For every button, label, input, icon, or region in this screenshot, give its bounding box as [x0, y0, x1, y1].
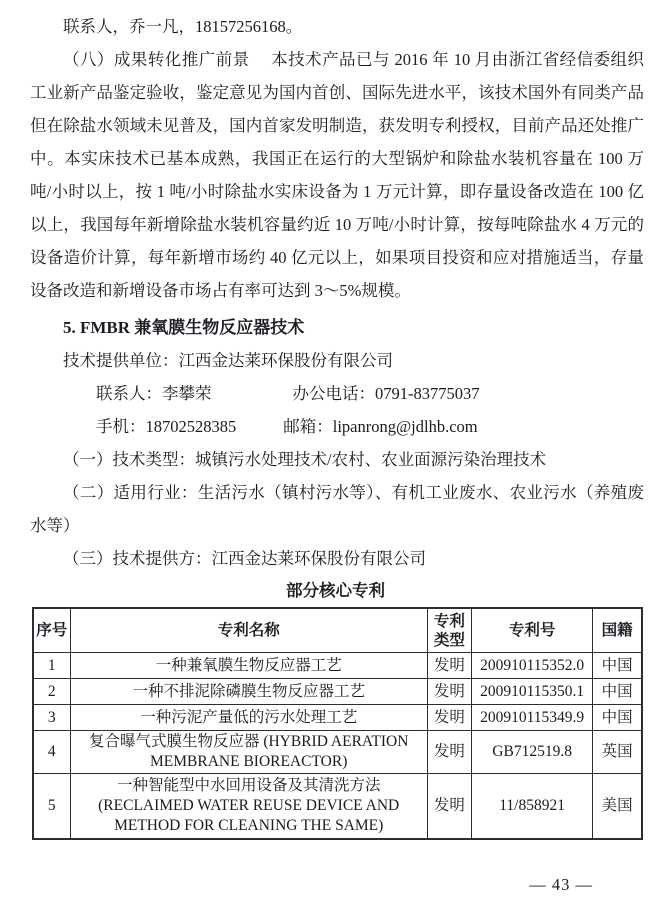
patent-country: 英国 — [593, 731, 642, 774]
table-row — [33, 705, 642, 731]
patent-type: 发明 — [427, 731, 471, 774]
patent-index: 1 — [33, 653, 70, 679]
table-row — [33, 731, 642, 774]
patent-country: 美国 — [593, 774, 642, 840]
patent-type: 发明 — [427, 774, 471, 840]
contact-phone-line — [30, 377, 644, 410]
item-industry: （二）适用行业：生活污水（镇村污水等）、有机工业废水、农业污水（养殖废水等） — [30, 483, 644, 535]
patent-index: 2 — [33, 679, 70, 705]
mobile-number: 手机：18702528385 — [96, 417, 237, 436]
mobile-email-line — [30, 410, 644, 443]
table-row — [33, 774, 642, 840]
patent-index: 3 — [33, 705, 70, 731]
patent-type: 发明 — [427, 653, 471, 679]
patent-table — [32, 607, 643, 840]
table-row — [33, 653, 642, 679]
patent-name: 一种污泥产量低的污水处理工艺 — [70, 705, 427, 731]
contact-name: 联系人：李攀荣 — [96, 384, 212, 403]
item-tech-type: （一）技术类型：城镇污水处理技术/农村、农业面源污染治理技术 — [63, 450, 547, 469]
section-heading: 5. FMBR 兼氧膜生物反应器技术 — [63, 318, 305, 337]
patent-country: 中国 — [593, 705, 642, 731]
patent-table-title: 部分核心专利 — [286, 582, 385, 600]
patent-index: 5 — [33, 774, 70, 840]
table-header-row — [33, 608, 642, 653]
patent-type: 发明 — [427, 705, 471, 731]
header-number: 专利号 — [471, 608, 592, 653]
patent-number: GB712519.8 — [471, 731, 592, 774]
header-name: 专利名称 — [70, 608, 427, 653]
patent-name: 复合曝气式膜生物反应器 (HYBRID AERATION MEMBRANE BIOREACTOR) — [70, 731, 427, 774]
patent-name: 一种智能型中水回用设备及其清洗方法(RECLAIMED WATER REUSE DEVICE AND METHOD FOR CLEANING THE SAME) — [70, 774, 427, 840]
patent-number: 200910115352.0 — [471, 653, 592, 679]
provider-line: 技术提供单位：江西金达莱环保股份有限公司 — [63, 351, 393, 370]
page-number: — 43 — — [529, 875, 593, 894]
patent-number: 11/858921 — [471, 774, 592, 840]
office-phone: 办公电话：0791-83775037 — [292, 384, 480, 403]
header-country: 国籍 — [593, 608, 642, 653]
patent-number: 200910115350.1 — [471, 679, 592, 705]
table-row — [33, 679, 642, 705]
patent-name: 一种兼氧膜生物反应器工艺 — [70, 653, 427, 679]
email-address: 邮箱：lipanrong@jdlhb.com — [283, 417, 478, 436]
patent-index: 4 — [33, 731, 70, 774]
item-provider: （三）技术提供方：江西金达莱环保股份有限公司 — [63, 549, 426, 568]
patent-country: 中国 — [593, 653, 642, 679]
contact-line: 联系人，乔一凡，18157256168。 — [63, 17, 303, 36]
header-index: 序号 — [33, 608, 70, 653]
patent-country: 中国 — [593, 679, 642, 705]
patent-number: 200910115349.9 — [471, 705, 592, 731]
header-type: 专利类型 — [427, 608, 471, 653]
patent-type: 发明 — [427, 679, 471, 705]
prospect-paragraph: （八）成果转化推广前景 本技术产品已与 2016 年 10 月由浙江省经信委组织工业新产品鉴定验收，鉴定意见为国内首创、国际先进水平，该技术国外有同类产品但在除盐水领域未见普及，国内首家发明制造，获发明专利授权，目前产品还处推广中。本实床技术已基本成熟，我国正在运行的大型锅炉和除盐水装机容量在 100 万吨/小时以上，按 1 吨/小时除盐水实床设备为 1 万元计算，即存量设备改造在 100 亿以上，我国每年新增除盐水装机容量约近 10 万吨/小时计算，按每吨除盐水 4 万元的设备造价计算，每年新增市场约 40 亿元以上，如果项目投资和应对措施适当，存量设备改造和新增设备市场占有率可达到 3～5%规模。 — [30, 50, 644, 300]
patent-name: 一种不排泥除磷膜生物反应器工艺 — [70, 679, 427, 705]
